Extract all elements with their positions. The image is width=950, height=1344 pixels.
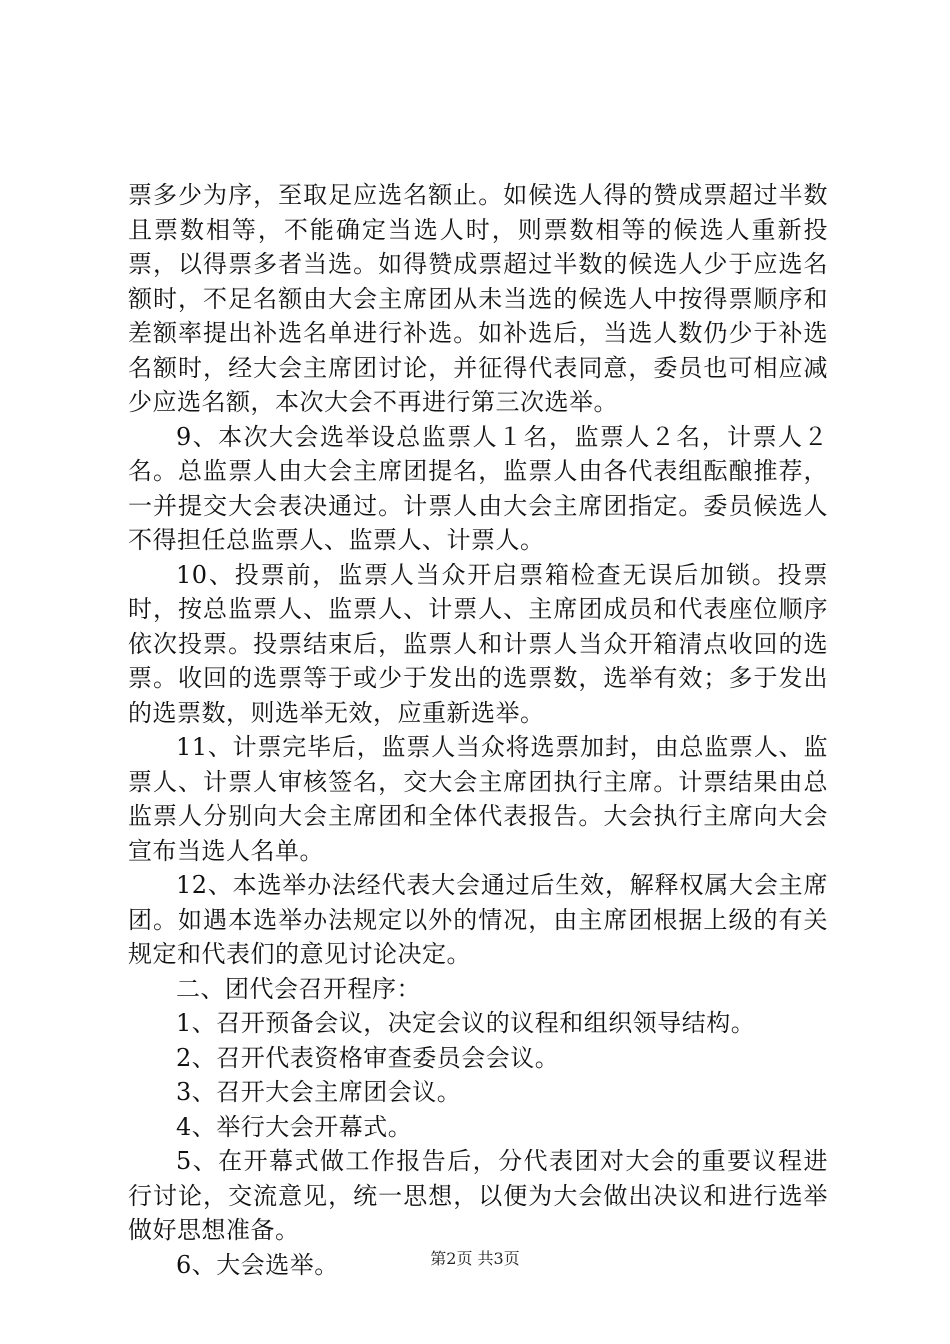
paragraph-item-9: 9、本次大会选举设总监票人１名，监票人２名，计票人２名。总监票人由大会主席团提名，监票人由各代表组酝酿推荐，一并提交大会表决通过。计票人由大会主席团指定。委员候选人不得担任总监票人、监票人、计票人。 xyxy=(128,422,828,554)
section-heading: 二、团代会召开程序： xyxy=(176,974,421,1003)
page-footer: 第2页 共3页 xyxy=(430,1249,520,1268)
procedure-item-1: 1、召开预备会议，决定会议的议程和组织领导结构。 xyxy=(176,1009,756,1037)
procedure-item-3: 3、召开大会主席团会议。 xyxy=(176,1078,462,1106)
procedure-item-4: 4、举行大会开幕式。 xyxy=(176,1112,413,1141)
procedure-item-2: 2、召开代表资格审查委员会会议。 xyxy=(176,1043,560,1072)
paragraph-item-11: 11、计票完毕后，监票人当众将选票加封，由总监票人、监票人、计票人审核签名，交大会主席团执行主席。计票结果由总监票人分别向大会主席团和全体代表报告。大会执行主席向大会宣布当选人名单。 xyxy=(128,733,828,865)
paragraph-continuation: 票多少为序，至取足应选名额止。如候选人得的赞成票超过半数且票数相等，不能确定当选人时，则票数相等的候选人重新投票，以得票多者当选。如得赞成票超过半数的候选人少于应选名额时，不足名额由大会主席团从未当选的候选人中按得票顺序和差额率提出补选名单进行补选。如补选后，当选人数仍少于补选名额时，经大会主席团讨论，并征得代表同意，委员也可相应减少应选名额，本次大会不再进行第三次选举。 xyxy=(128,181,828,416)
paragraph-item-10: 10、投票前，监票人当众开启票箱检查无误后加锁。投票时，按总监票人、监票人、计票人、主席团成员和代表座位顺序依次投票。投票结束后，监票人和计票人当众开箱清点收回的选票。收回的选票等于或少于发出的选票数，选举有效；多于发出的选票数，则选举无效，应重新选举。 xyxy=(128,560,828,727)
document-body xyxy=(128,178,828,1282)
procedure-item-5: 5、在开幕式做工作报告后，分代表团对大会的重要议程进行讨论，交流意见，统一思想，以便为大会做出决议和进行选举做好思想准备。 xyxy=(128,1147,828,1244)
paragraph-item-12: 12、本选举办法经代表大会通过后生效，解释权属大会主席团。如遇本选举办法规定以外的情况，由主席团根据上级的有关规定和代表们的意见讨论决定。 xyxy=(128,871,828,968)
procedure-item-6: 6、大会选举。 xyxy=(176,1250,339,1279)
